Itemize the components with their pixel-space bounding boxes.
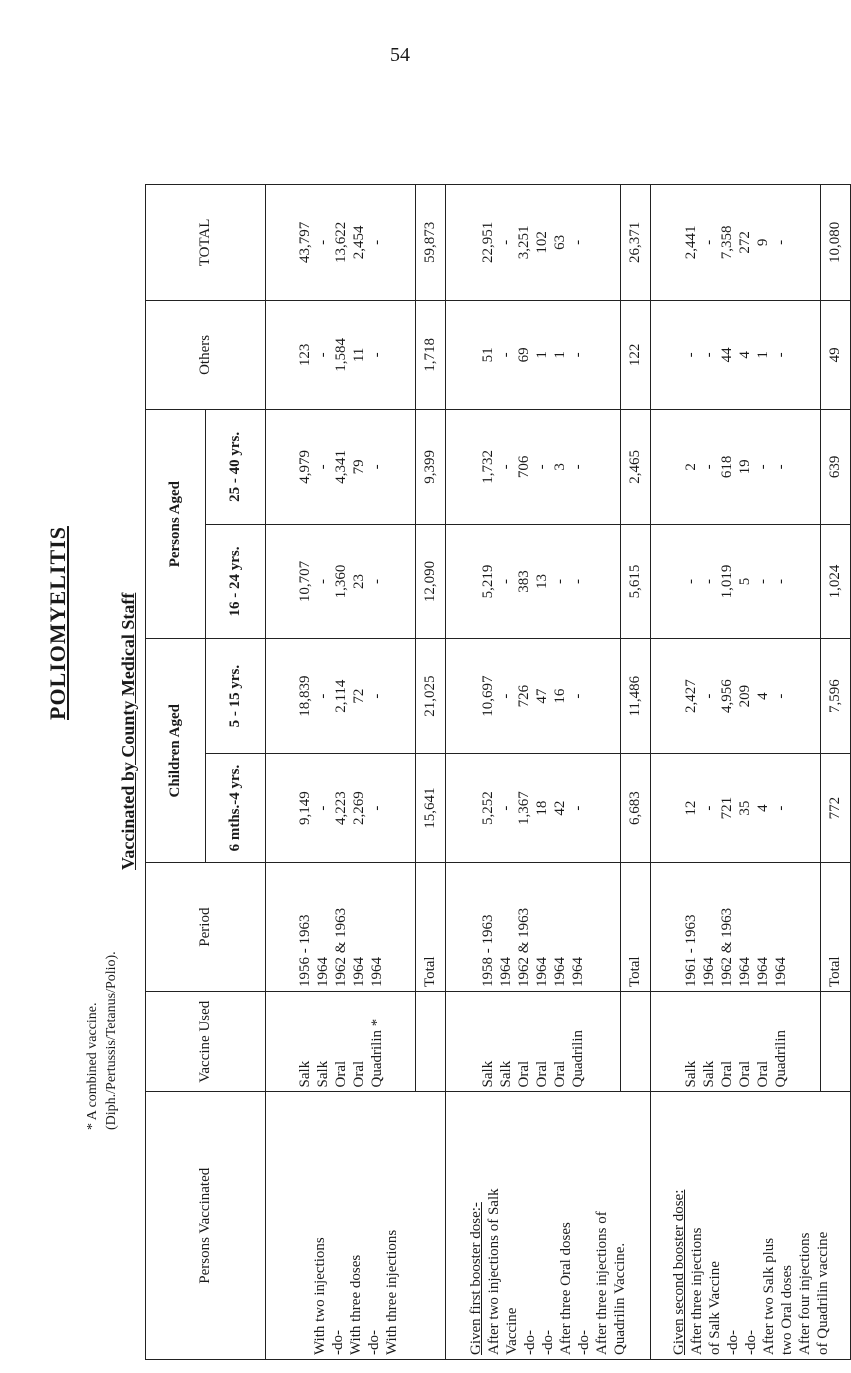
period-value: 1956 - 1963	[296, 914, 313, 988]
persons-vaccinated-cell	[651, 1092, 851, 1360]
vaccine-name: Oral	[754, 1060, 771, 1088]
value-cell	[651, 639, 821, 754]
persons-vaccinated-cell	[266, 1092, 446, 1360]
count-value: 51	[480, 347, 496, 363]
count-value: 102	[534, 231, 550, 254]
count-value: -	[682, 579, 699, 584]
count-value: 1,367	[516, 791, 532, 825]
count-value: 721	[718, 796, 735, 820]
vaccine-name: Salk	[314, 1060, 331, 1088]
count-value: 47	[534, 688, 550, 704]
header-children-aged: Children Aged	[146, 639, 206, 863]
value-cell	[651, 524, 821, 639]
total-value: 7,596	[821, 639, 851, 754]
period-value: 1962 & 1963	[516, 907, 532, 988]
header-age-6m-4y: 6 mths.-4 yrs.	[206, 753, 266, 862]
total-value: 6,683	[621, 753, 651, 862]
count-value: 1	[552, 351, 568, 359]
period-value: 1964	[498, 957, 514, 988]
value-cell	[266, 639, 416, 754]
vaccine-name: Salk	[480, 1060, 496, 1088]
persons-vaccinated-line: of Salk Vaccine	[706, 1261, 723, 1355]
count-value: -	[368, 805, 385, 811]
count-value: 42	[552, 800, 568, 816]
count-value: 5,252	[480, 791, 496, 825]
count-value: -	[772, 693, 789, 699]
count-value: -	[498, 464, 514, 470]
value-cell	[266, 300, 416, 409]
vaccine-name: Salk	[498, 1060, 514, 1088]
count-value: -	[772, 805, 789, 811]
persons-vaccinated-line: of Quadrilin vaccine	[814, 1231, 831, 1355]
count-value: 1,360	[332, 564, 349, 599]
vaccine-name: Oral	[552, 1060, 568, 1088]
table-row	[446, 185, 621, 1360]
count-value: 35	[736, 800, 753, 816]
count-value: -	[368, 693, 385, 699]
count-value: -	[314, 464, 331, 470]
total-value: 15,641	[416, 753, 446, 862]
count-value: 4,341	[332, 449, 349, 484]
period-value: 1964	[368, 957, 385, 988]
count-value: -	[498, 352, 514, 358]
period-value: 1962 & 1963	[332, 907, 349, 988]
period-value: 1964	[314, 957, 331, 988]
count-value: -	[368, 464, 385, 470]
period-cell	[651, 863, 821, 992]
count-value: -	[314, 352, 331, 358]
count-value: -	[754, 579, 771, 584]
count-value: 209	[736, 684, 753, 708]
count-value: 2,114	[332, 679, 349, 713]
count-value: 1	[754, 351, 771, 359]
persons-vaccinated-line: -do-	[522, 1330, 538, 1355]
count-value: 44	[718, 347, 735, 363]
total-value: 1,718	[416, 300, 446, 409]
persons-vaccinated-line: -do-	[724, 1330, 741, 1355]
count-value: 19	[736, 459, 753, 475]
count-value: -	[682, 352, 699, 358]
count-value: -	[700, 352, 717, 358]
count-value: 4	[754, 804, 771, 812]
count-value: 4	[736, 351, 753, 359]
footnote: * A combined vaccine.	[85, 1002, 100, 1130]
total-label: Total	[416, 863, 446, 992]
period-value: 1964	[736, 957, 753, 988]
persons-vaccinated-line: After four injections	[796, 1232, 813, 1355]
count-value: 3	[552, 463, 568, 471]
persons-vaccinated-line: With three doses	[347, 1254, 364, 1355]
count-value: -	[570, 579, 586, 584]
value-cell	[266, 753, 416, 862]
blank-cell	[621, 992, 651, 1092]
period-value: 1964	[754, 957, 771, 988]
total-label: Total	[621, 863, 651, 992]
value-cell	[266, 524, 416, 639]
count-value: -	[754, 464, 771, 470]
persons-vaccinated-line: Given first booster dose:-	[468, 1202, 484, 1355]
count-value: 5	[736, 577, 753, 586]
count-value: -	[772, 239, 789, 245]
header-persons-vaccinated: Persons Vaccinated	[146, 1092, 266, 1360]
page-title: POLIOMYELITIS	[45, 526, 70, 720]
count-value: 1,732	[480, 449, 496, 484]
period-value: 1964	[570, 957, 586, 988]
page-number: 54	[390, 44, 410, 66]
period-value: 1964	[700, 957, 717, 988]
count-value: 2,454	[350, 225, 367, 260]
persons-vaccinated-line: -do-	[365, 1330, 382, 1355]
count-value: -	[498, 805, 514, 811]
vaccine-name: Salk	[682, 1060, 699, 1088]
total-value: 12,090	[416, 524, 446, 639]
table-row	[266, 185, 416, 1360]
value-cell	[446, 753, 621, 862]
value-cell	[266, 410, 416, 525]
persons-vaccinated-line: -do-	[329, 1330, 346, 1355]
blank-cell	[821, 992, 851, 1092]
total-value: 49	[821, 300, 851, 409]
value-cell	[651, 410, 821, 525]
count-value: 72	[350, 688, 367, 704]
header-age-5-15: 5 - 15 yrs.	[206, 639, 266, 754]
count-value: -	[570, 693, 586, 699]
value-cell	[446, 524, 621, 639]
count-value: 618	[718, 455, 735, 479]
count-value: 272	[736, 231, 753, 254]
total-value: 2,465	[621, 410, 651, 525]
period-value: 1961 - 1963	[682, 914, 699, 988]
persons-vaccinated-line: Vaccine	[504, 1307, 520, 1355]
vaccine-cell	[446, 992, 621, 1092]
vaccination-table	[145, 184, 843, 1360]
total-value: 639	[821, 410, 851, 525]
count-value: 4,956	[718, 679, 735, 714]
header-age-16-24: 16 - 24 yrs.	[206, 524, 266, 639]
count-value: 12	[682, 800, 699, 816]
total-value: 122	[621, 300, 651, 409]
count-value: -	[772, 579, 789, 584]
count-value: -	[700, 805, 717, 811]
count-value: -	[700, 579, 717, 584]
vaccine-name: Oral	[534, 1060, 550, 1088]
count-value: 1,019	[718, 564, 735, 599]
persons-vaccinated-line: After three injections	[688, 1227, 705, 1355]
count-value: -	[570, 352, 586, 358]
persons-vaccinated-line: After three injections of	[594, 1211, 610, 1355]
period-value: 1964	[772, 957, 789, 988]
period-value: 1958 - 1963	[480, 914, 496, 988]
period-cell	[446, 863, 621, 992]
vaccine-name: Oral	[736, 1060, 753, 1088]
footnote: (Diph./Pertussis/Tetanus/Polio).	[104, 951, 119, 1130]
count-value: 383	[516, 570, 532, 593]
page-subtitle: Vaccinated by County Medical Staff	[118, 592, 138, 870]
count-value: 10,707	[296, 560, 313, 603]
count-value: 9	[754, 238, 771, 247]
count-value: -	[498, 693, 514, 699]
value-cell	[651, 300, 821, 409]
count-value: 2,427	[682, 679, 699, 714]
value-cell	[651, 185, 821, 301]
count-value: 706	[516, 455, 532, 479]
total-label: Total	[821, 863, 851, 992]
count-value: 2,441	[682, 225, 699, 260]
persons-vaccinated-cell	[446, 1092, 651, 1360]
count-value: 63	[552, 234, 568, 250]
count-value: 1	[534, 351, 550, 359]
total-value: 10,080	[821, 185, 851, 301]
persons-vaccinated-line: two Oral doses	[778, 1265, 795, 1355]
vaccine-name: Oral	[350, 1060, 367, 1088]
value-cell	[446, 410, 621, 525]
total-value: 21,025	[416, 639, 446, 754]
count-value: 10,697	[480, 675, 496, 717]
period-cell	[266, 863, 416, 992]
vaccine-name: Quadrilin *	[368, 1018, 385, 1088]
value-cell	[446, 185, 621, 301]
header-persons-aged: Persons Aged	[146, 410, 206, 639]
vaccine-name: Oral	[718, 1060, 735, 1088]
value-cell	[446, 300, 621, 409]
vaccine-cell	[651, 992, 821, 1092]
count-value: 1,584	[332, 338, 349, 372]
period-value: 1964	[534, 957, 550, 988]
vaccine-cell	[266, 992, 416, 1092]
count-value: 69	[516, 347, 532, 363]
count-value: -	[368, 579, 385, 584]
count-value: 43,797	[296, 221, 313, 264]
count-value: -	[772, 352, 789, 358]
count-value: 123	[296, 343, 313, 367]
persons-vaccinated-line: -do-	[742, 1330, 759, 1355]
count-value: -	[700, 464, 717, 470]
header-age-25-40: 25 - 40 yrs.	[206, 410, 266, 525]
total-value: 1,024	[821, 524, 851, 639]
period-value: 1964	[350, 957, 367, 988]
vaccine-name: Salk	[296, 1060, 313, 1088]
total-value: 11,486	[621, 639, 651, 754]
count-value: 2,269	[350, 791, 367, 825]
count-value: -	[552, 579, 568, 584]
count-value: 13	[534, 574, 550, 589]
count-value: -	[772, 464, 789, 470]
value-cell	[266, 185, 416, 301]
count-value: 2	[682, 463, 699, 471]
count-value: 79	[350, 459, 367, 475]
count-value: -	[368, 239, 385, 245]
vaccine-name: Quadrilin	[772, 1029, 789, 1088]
count-value: -	[570, 805, 586, 811]
count-value: 13,622	[332, 221, 349, 264]
total-value: 5,615	[621, 524, 651, 639]
vaccine-name: Salk	[700, 1060, 717, 1088]
count-value: 726	[516, 684, 532, 708]
count-value: -	[498, 239, 514, 245]
persons-vaccinated-line: After two Salk plus	[760, 1237, 777, 1355]
header-others: Others	[146, 300, 266, 409]
blank-cell	[416, 992, 446, 1092]
count-value: -	[368, 352, 385, 358]
persons-vaccinated-line: Quadrilin Vaccine.	[612, 1242, 628, 1355]
count-value: 5,219	[480, 564, 496, 599]
count-value: -	[570, 239, 586, 245]
persons-vaccinated-line: After two injections of Salk	[486, 1188, 502, 1355]
vaccine-name: Oral	[516, 1060, 532, 1088]
total-value: 26,371	[621, 185, 651, 301]
count-value: 22,951	[480, 221, 496, 264]
total-value: 59,873	[416, 185, 446, 301]
persons-vaccinated-line: Given second booster dose:	[670, 1189, 687, 1355]
count-value: 9,149	[296, 791, 313, 825]
value-cell	[446, 639, 621, 754]
header-total: TOTAL	[146, 185, 266, 301]
vaccine-name: Oral	[332, 1060, 349, 1088]
count-value: 3,251	[516, 225, 532, 260]
count-value: 18	[534, 800, 550, 816]
count-value: -	[700, 693, 717, 699]
count-value: -	[534, 464, 550, 470]
count-value: -	[314, 693, 331, 699]
table-row	[651, 185, 821, 1360]
persons-vaccinated-line: -do-	[576, 1330, 592, 1355]
persons-vaccinated-line: With three injections	[383, 1229, 400, 1355]
count-value: 4,223	[332, 791, 349, 825]
period-value: 1962 & 1963	[718, 907, 735, 988]
count-value: -	[314, 805, 331, 811]
count-value: 23	[350, 574, 367, 589]
value-cell	[651, 753, 821, 862]
header-vaccine-used: Vaccine Used	[146, 992, 266, 1092]
count-value: 4,979	[296, 449, 313, 484]
persons-vaccinated-line: After three Oral doses	[558, 1222, 574, 1355]
count-value: -	[700, 239, 717, 245]
count-value: 18,839	[296, 675, 313, 717]
count-value: 11	[350, 347, 367, 363]
count-value: -	[498, 579, 514, 584]
count-value: 16	[552, 688, 568, 704]
period-value: 1964	[552, 957, 568, 988]
persons-vaccinated-line: -do-	[540, 1330, 556, 1355]
total-value: 9,399	[416, 410, 446, 525]
count-value: -	[570, 464, 586, 470]
total-value: 772	[821, 753, 851, 862]
header-period: Period	[146, 863, 266, 992]
count-value: 4	[754, 692, 771, 700]
vaccine-name: Quadrilin	[570, 1029, 586, 1088]
count-value: -	[314, 579, 331, 584]
persons-vaccinated-line: With two injections	[311, 1237, 328, 1355]
count-value: 7,358	[718, 225, 735, 260]
count-value: -	[314, 239, 331, 245]
